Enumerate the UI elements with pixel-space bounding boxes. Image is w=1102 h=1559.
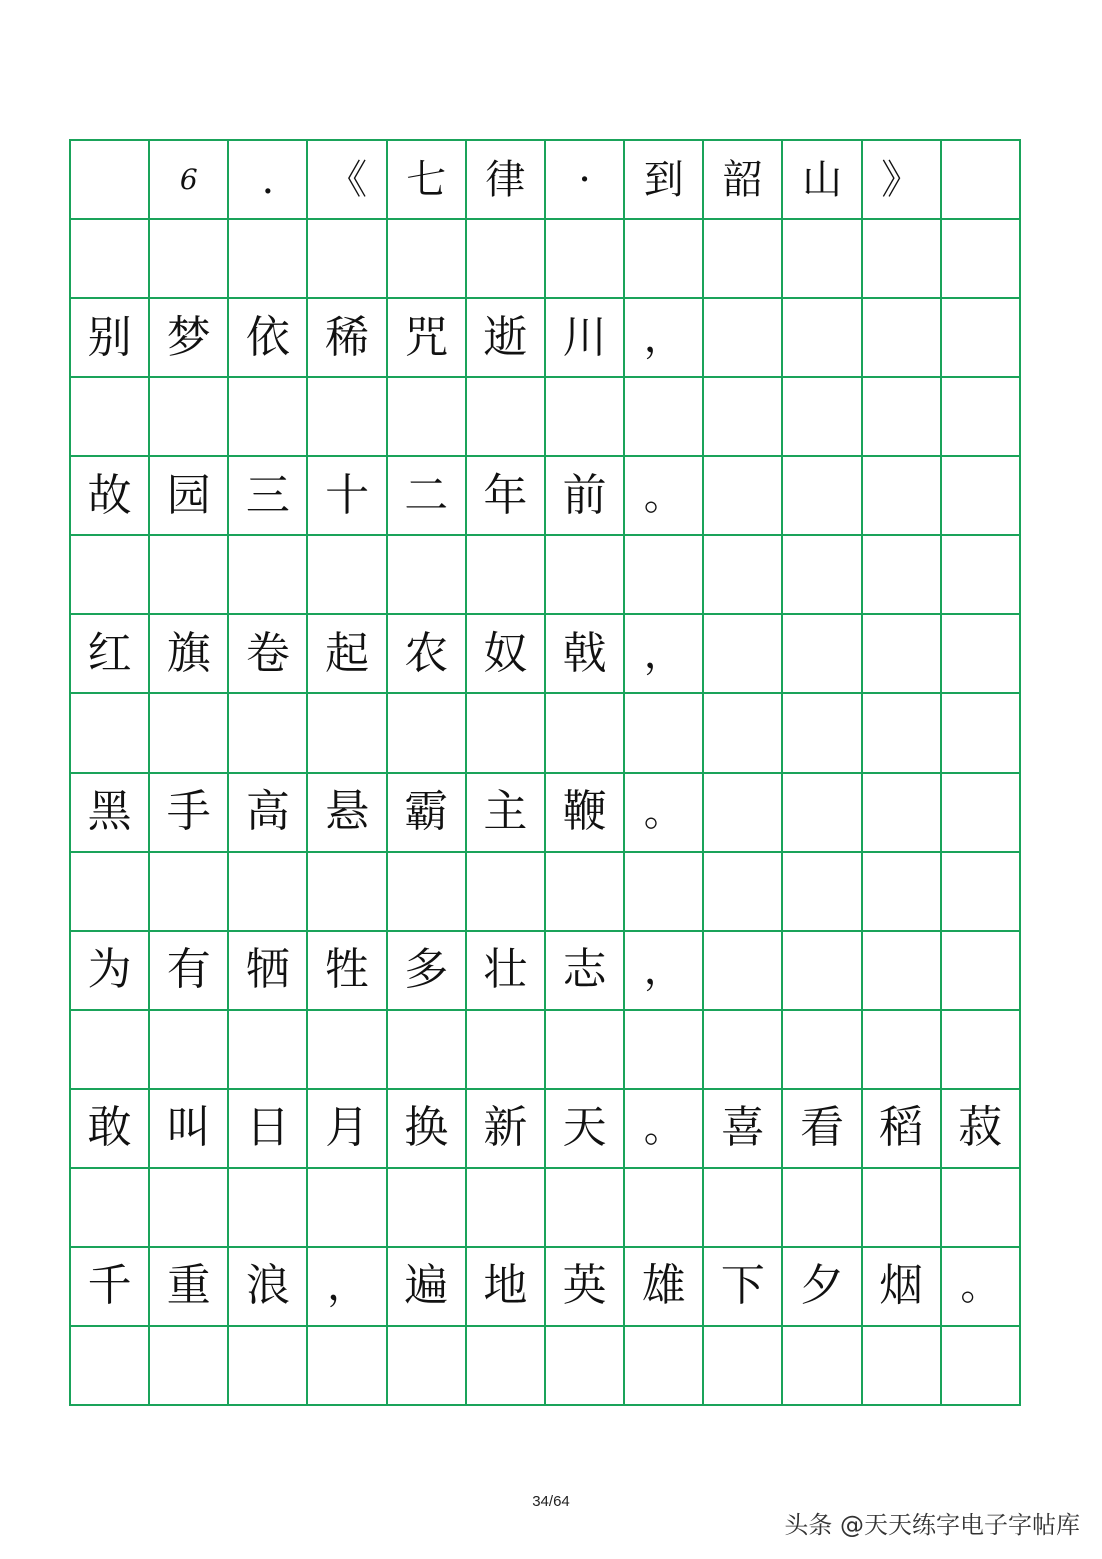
grid-cell-char: 《 — [308, 141, 387, 220]
grid-cell-empty — [704, 299, 783, 378]
grid-cell-char: 壮 — [467, 932, 546, 1011]
grid-cell-char: 新 — [467, 1090, 546, 1169]
grid-cell-char: 天 — [546, 1090, 625, 1169]
grid-cell-empty — [942, 299, 1021, 378]
grid-cell-empty — [704, 774, 783, 853]
grid-cell-char: 稀 — [308, 299, 387, 378]
grid-cell-empty — [546, 1327, 625, 1406]
grid-cell-char: 戟 — [546, 615, 625, 694]
grid-cell-char: 奴 — [467, 615, 546, 694]
grid-cell-char: 黑 — [71, 774, 150, 853]
grid-cell-char: 稻 — [863, 1090, 942, 1169]
grid-cell-empty — [942, 1327, 1021, 1406]
grid-cell-char: 千 — [71, 1248, 150, 1327]
grid-cell-empty — [704, 457, 783, 536]
grid-cell-empty — [467, 853, 546, 932]
grid-cell-empty — [783, 220, 862, 299]
grid-cell-char: 地 — [467, 1248, 546, 1327]
grid-cell-char: 律 — [467, 141, 546, 220]
grid-cell-empty — [942, 615, 1021, 694]
grid-cell-empty — [388, 1327, 467, 1406]
grid-cell-empty — [308, 1169, 387, 1248]
grid-cell-empty — [388, 1011, 467, 1090]
grid-cell-char: 遍 — [388, 1248, 467, 1327]
grid-cell-empty — [783, 1011, 862, 1090]
grid-cell-char: 梦 — [150, 299, 229, 378]
grid-cell-empty — [783, 774, 862, 853]
grid-cell-char: 。 — [625, 774, 704, 853]
grid-cell-char: 。 — [625, 457, 704, 536]
grid-cell-empty — [625, 220, 704, 299]
grid-cell-char: 前 — [546, 457, 625, 536]
grid-cell-empty — [863, 1169, 942, 1248]
grid-cell-empty — [229, 694, 308, 773]
practice-grid — [69, 139, 1021, 1406]
grid-cell-empty — [308, 220, 387, 299]
grid-cell-empty — [625, 536, 704, 615]
grid-cell-empty — [308, 694, 387, 773]
grid-cell-empty — [863, 1327, 942, 1406]
grid-cell-empty — [783, 1169, 862, 1248]
grid-cell-char: ， — [625, 615, 704, 694]
grid-cell-char: 牺 — [229, 932, 308, 1011]
grid-cell-char: 换 — [388, 1090, 467, 1169]
grid-cell-empty — [704, 536, 783, 615]
grid-cell-empty — [308, 1327, 387, 1406]
grid-cell-empty — [704, 932, 783, 1011]
grid-cell-empty — [783, 299, 862, 378]
grid-cell-empty — [942, 457, 1021, 536]
grid-cell-char: 咒 — [388, 299, 467, 378]
grid-cell-empty — [229, 220, 308, 299]
grid-cell-char: · — [546, 141, 625, 220]
grid-cell-empty — [783, 1327, 862, 1406]
grid-cell-empty — [942, 932, 1021, 1011]
grid-cell-char: ， — [625, 932, 704, 1011]
grid-cell-char: 多 — [388, 932, 467, 1011]
grid-cell-char: 十 — [308, 457, 387, 536]
grid-cell-char: 为 — [71, 932, 150, 1011]
grid-cell-empty — [942, 1011, 1021, 1090]
grid-cell-char: 七 — [388, 141, 467, 220]
grid-cell-empty — [704, 378, 783, 457]
grid-cell-char: 起 — [308, 615, 387, 694]
grid-cell-empty — [942, 853, 1021, 932]
grid-cell-empty — [150, 536, 229, 615]
grid-cell-empty — [150, 1169, 229, 1248]
grid-cell-char: 山 — [783, 141, 862, 220]
grid-cell-empty — [942, 141, 1021, 220]
grid-cell-empty — [229, 536, 308, 615]
grid-cell-empty — [467, 694, 546, 773]
grid-cell-empty — [625, 378, 704, 457]
grid-cell-empty — [625, 694, 704, 773]
grid-cell-empty — [388, 1169, 467, 1248]
grid-cell-char: 菽 — [942, 1090, 1021, 1169]
grid-cell-empty — [546, 536, 625, 615]
grid-cell-empty — [546, 853, 625, 932]
grid-cell-empty — [546, 1011, 625, 1090]
grid-cell-empty — [625, 853, 704, 932]
grid-cell-empty — [783, 932, 862, 1011]
grid-cell-empty — [71, 694, 150, 773]
grid-cell-empty — [150, 1011, 229, 1090]
grid-cell-char: 依 — [229, 299, 308, 378]
grid-cell-char: 年 — [467, 457, 546, 536]
grid-cell-char: 鞭 — [546, 774, 625, 853]
grid-cell-empty — [71, 853, 150, 932]
grid-cell-char: 浪 — [229, 1248, 308, 1327]
grid-cell-empty — [71, 378, 150, 457]
grid-cell-empty — [942, 536, 1021, 615]
grid-cell-char: 雄 — [625, 1248, 704, 1327]
grid-cell-char: 逝 — [467, 299, 546, 378]
grid-cell-empty — [863, 378, 942, 457]
grid-cell-char: 叫 — [150, 1090, 229, 1169]
grid-cell-empty — [150, 378, 229, 457]
grid-cell-char: 主 — [467, 774, 546, 853]
grid-cell-empty — [71, 1169, 150, 1248]
grid-cell-char: 喜 — [704, 1090, 783, 1169]
grid-cell-empty — [71, 141, 150, 220]
grid-cell-empty — [229, 378, 308, 457]
grid-cell-char: 月 — [308, 1090, 387, 1169]
grid-cell-empty — [229, 1169, 308, 1248]
grid-cell-empty — [625, 1169, 704, 1248]
grid-cell-empty — [308, 1011, 387, 1090]
grid-cell-empty — [308, 536, 387, 615]
grid-cell-char: 园 — [150, 457, 229, 536]
grid-cell-empty — [942, 1169, 1021, 1248]
grid-cell-char: 红 — [71, 615, 150, 694]
grid-cell-char: 二 — [388, 457, 467, 536]
grid-cell-empty — [783, 853, 862, 932]
grid-cell-empty — [308, 378, 387, 457]
grid-cell-empty — [704, 220, 783, 299]
grid-cell-char: 牲 — [308, 932, 387, 1011]
grid-cell-empty — [71, 536, 150, 615]
grid-cell-empty — [229, 1011, 308, 1090]
grid-cell-empty — [942, 378, 1021, 457]
grid-cell-empty — [942, 694, 1021, 773]
grid-cell-empty — [388, 694, 467, 773]
grid-cell-empty — [783, 694, 862, 773]
grid-cell-char: 故 — [71, 457, 150, 536]
grid-cell-empty — [704, 1327, 783, 1406]
grid-cell-empty — [150, 853, 229, 932]
grid-cell-char: 有 — [150, 932, 229, 1011]
grid-cell-char: 卷 — [229, 615, 308, 694]
grid-cell-empty — [942, 220, 1021, 299]
grid-cell-empty — [229, 1327, 308, 1406]
grid-cell-char: 6 — [150, 141, 229, 220]
page-number: 34/64 — [532, 1493, 570, 1510]
grid-cell-empty — [150, 694, 229, 773]
grid-cell-empty — [229, 853, 308, 932]
grid-cell-empty — [704, 694, 783, 773]
grid-cell-char: 日 — [229, 1090, 308, 1169]
grid-cell-empty — [546, 378, 625, 457]
grid-cell-empty — [71, 1011, 150, 1090]
grid-cell-char: 高 — [229, 774, 308, 853]
grid-cell-char: 。 — [942, 1248, 1021, 1327]
grid-cell-char: 英 — [546, 1248, 625, 1327]
grid-cell-empty — [388, 536, 467, 615]
grid-cell-char: 霸 — [388, 774, 467, 853]
grid-cell-empty — [150, 1327, 229, 1406]
grid-cell-empty — [71, 1327, 150, 1406]
grid-cell-empty — [863, 1011, 942, 1090]
grid-cell-empty — [863, 853, 942, 932]
grid-cell-empty — [863, 299, 942, 378]
grid-cell-empty — [704, 1011, 783, 1090]
watermark: 头条 @天天练字电子字帖库 — [784, 1511, 1080, 1539]
grid-cell-empty — [704, 615, 783, 694]
grid-cell-empty — [308, 853, 387, 932]
grid-cell-char: 旗 — [150, 615, 229, 694]
grid-cell-empty — [942, 774, 1021, 853]
grid-cell-empty — [388, 220, 467, 299]
grid-cell-empty — [467, 1327, 546, 1406]
grid-cell-empty — [863, 774, 942, 853]
grid-cell-char: 》 — [863, 141, 942, 220]
grid-cell-empty — [388, 853, 467, 932]
grid-cell-char: ， — [308, 1248, 387, 1327]
grid-cell-char: 悬 — [308, 774, 387, 853]
grid-cell-char: 农 — [388, 615, 467, 694]
grid-cell-char: 下 — [704, 1248, 783, 1327]
grid-cell-char: ， — [625, 299, 704, 378]
grid-cell-empty — [625, 1327, 704, 1406]
grid-cell-char: 烟 — [863, 1248, 942, 1327]
grid-cell-empty — [546, 1169, 625, 1248]
grid-cell-empty — [863, 932, 942, 1011]
grid-cell-empty — [467, 220, 546, 299]
grid-cell-empty — [546, 220, 625, 299]
grid-cell-char: 三 — [229, 457, 308, 536]
grid-cell-char: 志 — [546, 932, 625, 1011]
grid-cell-empty — [467, 536, 546, 615]
grid-cell-empty — [783, 615, 862, 694]
grid-cell-empty — [71, 220, 150, 299]
grid-cell-empty — [467, 1169, 546, 1248]
grid-cell-char: 看 — [783, 1090, 862, 1169]
grid-cell-char: 到 — [625, 141, 704, 220]
grid-cell-char: 重 — [150, 1248, 229, 1327]
grid-cell-empty — [467, 378, 546, 457]
grid-cell-empty — [863, 615, 942, 694]
grid-cell-char: 别 — [71, 299, 150, 378]
grid-cell-empty — [783, 378, 862, 457]
grid-cell-char: 川 — [546, 299, 625, 378]
grid-cell-empty — [863, 694, 942, 773]
grid-cell-empty — [783, 536, 862, 615]
grid-cell-empty — [863, 536, 942, 615]
grid-cell-empty — [546, 694, 625, 773]
grid-cell-char: 夕 — [783, 1248, 862, 1327]
grid-cell-empty — [388, 378, 467, 457]
grid-cell-char: 敢 — [71, 1090, 150, 1169]
grid-cell-char: 手 — [150, 774, 229, 853]
grid-cell-empty — [863, 457, 942, 536]
grid-cell-empty — [150, 220, 229, 299]
grid-cell-empty — [467, 1011, 546, 1090]
grid-cell-char: . — [229, 141, 308, 220]
grid-cell-empty — [863, 220, 942, 299]
grid-cell-empty — [783, 457, 862, 536]
grid-cell-char: 。 — [625, 1090, 704, 1169]
grid-cell-char: 韶 — [704, 141, 783, 220]
grid-cell-empty — [625, 1011, 704, 1090]
grid-cell-empty — [704, 853, 783, 932]
grid-cell-empty — [704, 1169, 783, 1248]
